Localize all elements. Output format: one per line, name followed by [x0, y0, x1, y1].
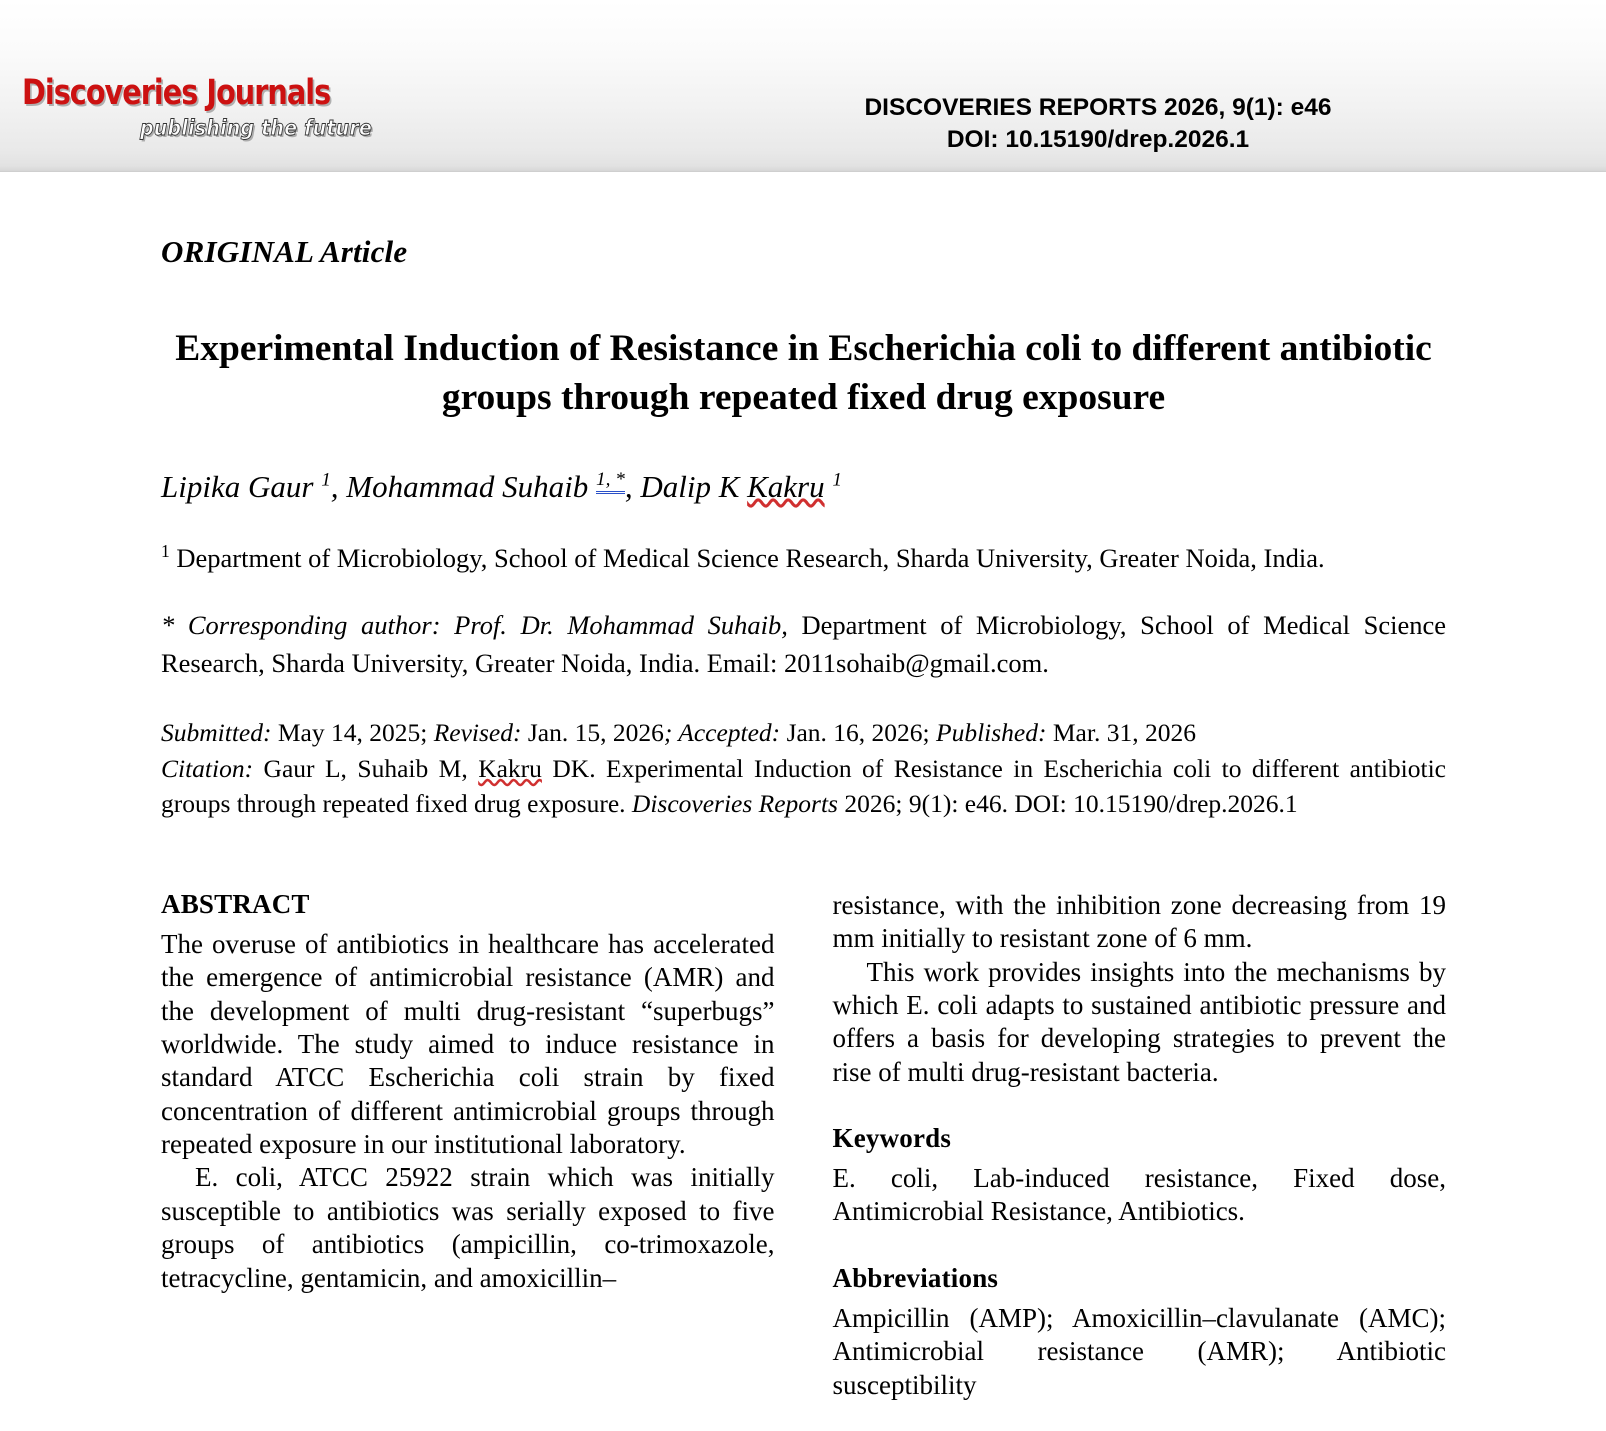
author-list — [161, 467, 1446, 507]
journal-doi-line: DOI: 10.15190/drep.2026.1 — [946, 125, 1250, 153]
article-metadata — [161, 715, 1446, 822]
author-corresponding-marker: 1, * — [596, 469, 625, 494]
author-separator-2: , Dalip K — [624, 468, 748, 504]
citation-line — [161, 751, 1446, 821]
author-affiliation-marker-3: 1 — [832, 469, 842, 491]
abstract-heading: ABSTRACT — [161, 889, 310, 920]
citation-part-2: DK. Experimental Induction of Resistance in Escherichia coli to different antibiotic groups through repeated fixed drug exposure. — [161, 753, 1446, 818]
accepted-label: ; Accepted: — [663, 717, 781, 747]
keywords-heading: Keywords — [832, 1123, 952, 1154]
corresponding-author-details: Department of Microbiology, School of Medical Science Research, Sharda University, Greater Noida, India. Email: 2011sohaib@gmail.com. — [161, 610, 1446, 678]
abstract-right-column — [833, 889, 1447, 1402]
journal-logo — [22, 73, 373, 140]
journal-logo-wordmark: Discoveries Journals — [22, 73, 331, 113]
accepted-value: Jan. 16, 2026; — [780, 717, 937, 747]
revised-value: Jan. 15, 2026 — [521, 717, 664, 747]
page-title: Experimental Induction of Resistance in Escherichia coli to different antibiotic groups through repeated fixed drug exposure — [175, 328, 1432, 418]
affiliation-text: Department of Microbiology, School of Medical Science Research, Sharda University, Greater Noida, India. — [169, 542, 1325, 573]
journal-logo-tagline: publishing the future — [140, 116, 373, 140]
dates-line — [161, 718, 1196, 747]
affiliation-block — [161, 539, 1446, 577]
citation-part-1: Gaur L, Suhaib M, — [253, 753, 479, 783]
citation-journal-name: Discoveries Reports — [631, 788, 838, 818]
citation-label: Citation: — [161, 753, 254, 783]
abstract-paragraph-3: resistance, with the inhibition zone decreasing from 19 mm initially to resistant zone of 6 mm. — [832, 890, 1446, 954]
corresponding-author-label: * Corresponding author — [161, 610, 432, 641]
citation-surname-kakru: Kakru — [478, 753, 542, 783]
abstract-paragraph-2: E. coli, ATCC 25922 strain which was initially susceptible to antibiotics was serially exposed to five groups of antibiotics (ampicillin, co-trimoxazole, tetracycline, gentamicin, and amoxicillin– — [161, 1162, 775, 1293]
corresponding-author-name: : Prof. Dr. Mohammad Suhaib, — [431, 610, 788, 641]
document-page — [0, 234, 1606, 1402]
journal-reference — [700, 92, 1606, 156]
abstract-left-column — [161, 889, 775, 1402]
revised-label: Revised: — [433, 717, 522, 747]
keywords-text: E. coli, Lab-induced resistance, Fixed dose, Antimicrobial Resistance, Antibiotics. — [832, 1163, 1446, 1227]
abbreviations-text: Ampicillin (AMP); Amoxicillin–clavulanate (AMC); Antimicrobial resistance (AMR); Antibiotic susceptibility — [832, 1302, 1446, 1400]
article-type-label: ORIGINAL Article — [161, 234, 408, 269]
submitted-value: May 14, 2025; — [271, 717, 434, 747]
journal-issue-line: DISCOVERIES REPORTS 2026, 9(1): e46 — [864, 94, 1332, 121]
page-header-band — [0, 0, 1606, 172]
affiliation-marker: 1 — [161, 540, 170, 561]
published-value: Mar. 31, 2026 — [1046, 717, 1196, 747]
published-label: Published: — [936, 717, 1047, 747]
abstract-paragraph-4: This work provides insights into the mechanisms by which E. coli adapts to sustained antibiotic pressure and offers a basis for developing strategies to prevent the rise of multi drug-resistant bacteria. — [832, 956, 1446, 1087]
citation-part-3: 2026; 9(1): e46. DOI: 10.15190/drep.2026.1 — [838, 788, 1298, 818]
author-name-1: Lipika Gaur — [161, 468, 322, 504]
submitted-label: Submitted: — [161, 717, 272, 747]
author-separator-1: , Mohammad Suhaib — [330, 468, 597, 504]
abstract-paragraph-1: The overuse of antibiotics in healthcare has accelerated the emergence of antimicrobial resistance (AMR) and the development of multi drug-resistant “superbugs” worldwide. The study aimed to induce resistance in standard ATCC Escherichia coli strain by fixed concentration of different antimicrobial groups through repeated exposure in our institutional laboratory. — [161, 929, 775, 1160]
author-name-3-surname: Kakru — [747, 468, 825, 504]
author-affiliation-marker-1: 1 — [321, 469, 331, 491]
abstract-columns — [161, 889, 1446, 1402]
corresponding-author-block — [161, 607, 1446, 682]
abbreviations-heading: Abbreviations — [832, 1262, 999, 1293]
